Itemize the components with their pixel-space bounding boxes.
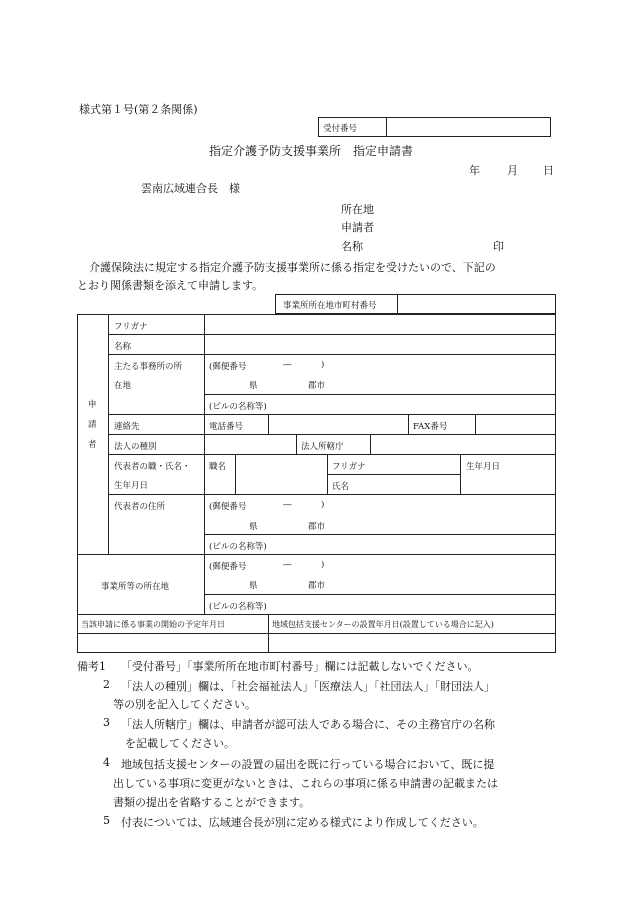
note-3-text-a: 「法人所轄庁」欄は、申請者が認可法人である場合に、その主務官庁の名称: [121, 718, 495, 731]
main-office-postal-close: ): [321, 360, 325, 370]
date-month-label: 月: [507, 164, 518, 177]
date-day-label: 日: [543, 164, 554, 177]
addressee: 雲南広域連合長 様: [141, 182, 240, 195]
rep-prefecture: 県: [249, 522, 258, 532]
main-office-label-1: 主たる事務所の所: [114, 362, 183, 372]
contact-label: 連絡先: [114, 422, 140, 432]
center-date-label: 地域包括支援センターの設置年月日(設置している場合に記入): [272, 620, 494, 629]
rep-furigana-label: フリガナ: [332, 462, 366, 472]
office-postal-close: ): [321, 560, 325, 570]
birth-date-label: 生年月日: [466, 462, 501, 472]
note-2-text-a: 「法人の種別」欄は、「社会福祉法人」「医療法人」「社団法人」「財団法人」: [121, 680, 495, 693]
rep-building: (ビルの名称等): [209, 542, 267, 552]
reception-number-label: 受付番号: [323, 124, 358, 134]
rep-address-label: 代表者の住所: [114, 502, 166, 512]
note-4-text-a: 地域包括支援センターの設置の届出を既に行っている場合において、既に提: [121, 758, 495, 771]
phone-label: 電話番号: [209, 422, 244, 432]
main-office-prefecture: 県: [249, 381, 258, 391]
note-5-text: 付表については、広域連合長が別に定める様式により作成してください。: [121, 816, 484, 829]
note-1-head: 備考1: [77, 660, 106, 673]
note-3-text-b: を記載してください。: [125, 737, 235, 750]
note-4-number: 4: [103, 756, 110, 769]
note-1-text: 「受付番号」「事業所所在地市町村番号」欄には記載しないでください。: [121, 660, 479, 673]
applicant-label: 申請者: [341, 221, 374, 234]
form-number: 様式第１号(第２条関係): [79, 103, 198, 116]
intro-line-2: とおり関係書類を添えて申請します。: [77, 279, 264, 292]
office-prefecture: 県: [249, 581, 258, 591]
rep-county-city: 郡市: [308, 522, 326, 532]
note-4-text-c: 書類の提出を省略することができます。: [113, 796, 311, 809]
main-office-county-city: 郡市: [308, 381, 326, 391]
side-label-3: 者: [88, 440, 97, 450]
intro-line-1: 介護保険法に規定する指定介護予防支援事業所に係る指定を受けたいので、下記の: [89, 261, 496, 274]
office-postal-dash: ―: [283, 560, 292, 570]
corp-type-label: 法人の種別: [114, 442, 157, 452]
date-year-label: 年: [469, 164, 480, 177]
office-location-label: 事業所等の所在地: [101, 582, 170, 592]
corp-authority-label: 法人所轄庁: [301, 442, 344, 452]
note-2-text-b: 等の別を記入してください。: [113, 698, 256, 711]
rep-postal-label: (郵便番号: [209, 502, 247, 512]
name-label: 名称: [114, 342, 132, 352]
side-label-2: 請: [88, 420, 97, 430]
note-2-number: 2: [103, 678, 110, 691]
rep-name-label: 氏名: [332, 482, 350, 492]
rep-postal-close: ): [321, 500, 325, 510]
main-office-postal-dash: ―: [283, 360, 292, 370]
municipality-code-label: 事業所所在地市町村番号: [283, 301, 377, 311]
note-5-number: 5: [103, 814, 110, 827]
start-date-label: 当該申請に係る事業の開始の予定年月日: [81, 620, 225, 629]
fax-label: FAX番号: [413, 422, 448, 432]
position-label: 職名: [209, 462, 227, 472]
representative-label-2: 生年月日: [114, 481, 149, 491]
office-county-city: 郡市: [308, 581, 326, 591]
page-title: 指定介護予防支援事業所 指定申請書: [209, 144, 414, 158]
seal-mark: 印: [493, 240, 504, 253]
rep-postal-dash: ―: [283, 500, 292, 510]
applicant-name-label: 名称: [341, 240, 363, 253]
office-building: (ビルの名称等): [209, 602, 267, 612]
applicant-address-label: 所在地: [341, 203, 374, 216]
main-office-postal-label: (郵便番号: [209, 362, 247, 372]
main-office-label-2: 在地: [114, 381, 132, 391]
note-4-text-b: 出している事項に変更がないときは、これらの事項に係る申請書の記載または: [113, 777, 498, 790]
office-postal-label: (郵便番号: [209, 562, 247, 572]
furigana-label: フリガナ: [114, 322, 148, 332]
representative-label-1: 代表者の職・氏名・: [114, 462, 191, 472]
note-3-number: 3: [103, 716, 110, 729]
side-label-1: 申: [88, 400, 97, 410]
main-office-building: (ビルの名称等): [209, 402, 267, 412]
